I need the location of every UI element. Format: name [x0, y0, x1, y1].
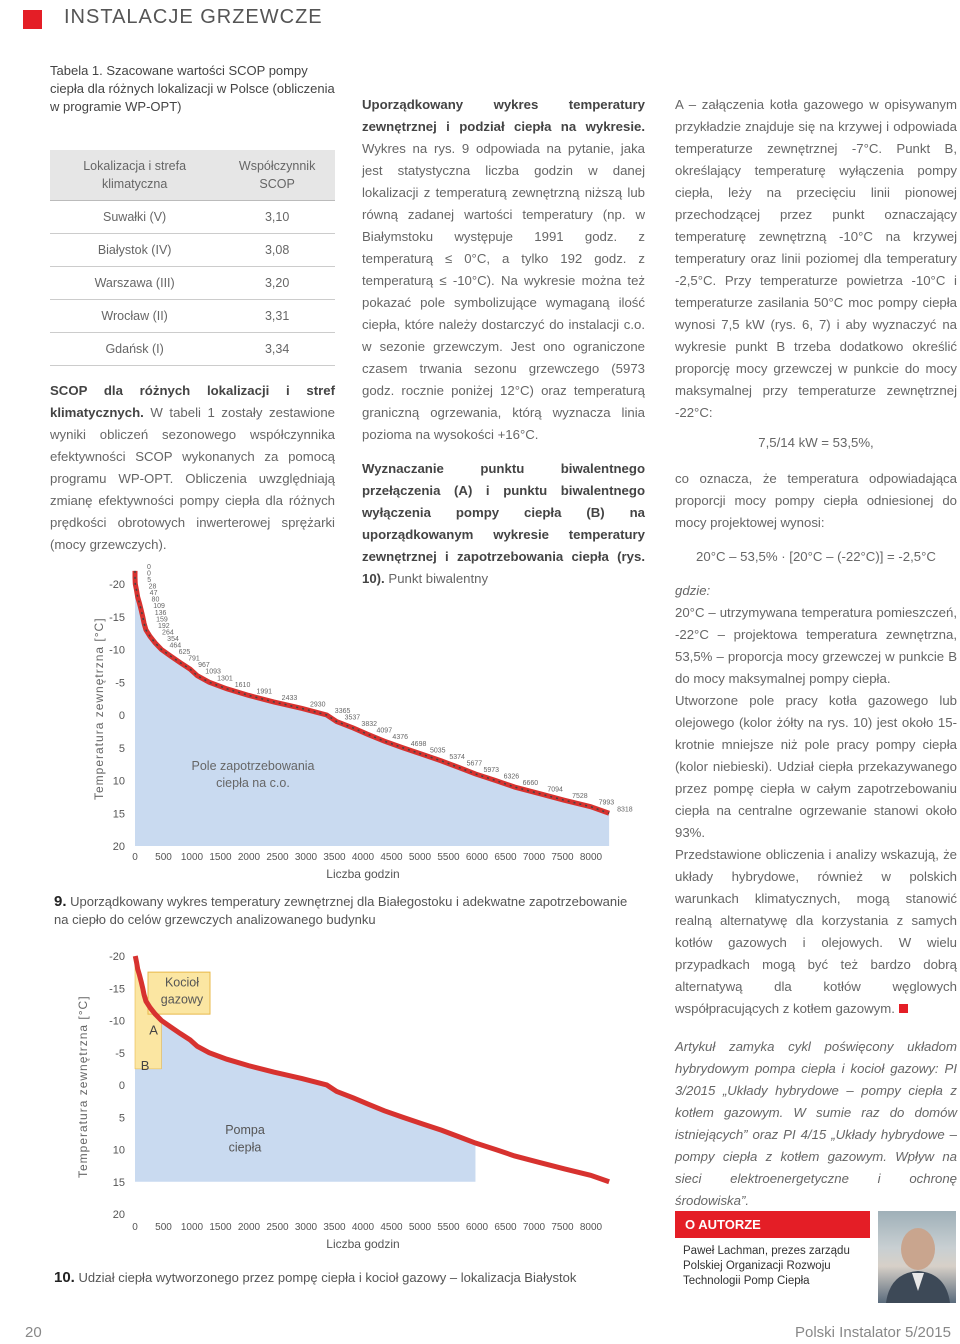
x-tick-label: 4500 — [380, 852, 403, 863]
x-tick-label: 7000 — [522, 852, 546, 863]
x-tick-label: 0 — [132, 1222, 138, 1233]
chart10-ylabel: Temperatura zewnętrzna [°C] — [76, 995, 90, 1178]
table-cell-scop: 3,20 — [219, 267, 335, 300]
data-label: 967 — [198, 662, 210, 670]
x-tick-label: 6500 — [494, 1222, 517, 1233]
section-marker — [23, 10, 42, 29]
data-label: 1093 — [205, 668, 221, 676]
x-tick-label: 4000 — [351, 852, 375, 863]
x-axis-label: Liczba godzin — [326, 1237, 400, 1251]
table1-caption: Tabela 1. Szacowane wartości SCOP pompy ciepła dla różnych lokalizacji w Polsce (obliczenia w programie WP-OPT) — [50, 63, 335, 114]
x-tick-label: 8000 — [579, 1222, 603, 1233]
data-label: 1991 — [256, 688, 273, 696]
data-label: 6326 — [503, 773, 520, 781]
chart-10 — [0, 940, 640, 1260]
fig9-caption — [54, 893, 634, 929]
col3-paragraph-4: Utworzone pole pracy kotła gazowego lub olejowego (kolor żółty na rys. 10) jest około 15-krotnie mniejsze niż pole pracy pompy ciepła (kolor niebieski). Udział ciepła przekazywanego przez pompę ciepła w całym zapotrzebowaniu ciepła na centralne ogrzewanie stanowi około 93%. — [675, 693, 957, 840]
y-tick-label: -10 — [109, 644, 125, 657]
data-label: 2433 — [281, 694, 298, 702]
data-label: 0 — [147, 563, 151, 571]
data-label: 1610 — [234, 681, 251, 689]
fig10-caption — [54, 1269, 634, 1287]
table-row — [50, 201, 335, 234]
data-label: 354 — [167, 635, 179, 643]
data-label: 7993 — [598, 799, 615, 807]
formula-2: 20°C – 53,5% · [20°C – (-22°C)] = -2,5°C — [696, 549, 936, 564]
table-cell-location: Białystok (IV) — [50, 234, 219, 267]
x-tick-label: 2000 — [237, 1222, 261, 1233]
author-text: Paweł Lachman, prezes zarządu Polskiej Organizacji Rozwoju Technologii Pomp Ciepła — [683, 1245, 850, 1287]
col3-paragraph-1: A – załączenia kotła gazowego w opisywanym przykładzie znajduje się na krzywej i odpowiada temperaturze zewnętrznej -7°C. Punkt B, określający temperaturę wyłączenia pompy ciepła, leży na przecięciu linii pionowej przechodzącej przez punkt oznaczający temperaturę zewnętrzną -10°C na krzywej temperatury oraz linii poziomej dla temperatury -2,5°C. Przy temperaturze powietrza -10°C i temperaturze zasilania 50°C moc pompy ciepła wynosi 7,5 kW (rys. 6, 7) i aby wyznaczyć na wykresie punkt B trzeba dodatkowo określić proporcję mocy grzewczej w punkcie do mocy maksymalnej przy temperaturze zewnętrznej -22°C: — [675, 97, 957, 420]
y-tick-label: -5 — [115, 677, 125, 690]
data-label: 8318 — [617, 806, 633, 814]
data-label: 2930 — [310, 701, 326, 709]
article-note: Artykuł zamyka cykl poświęcony układom hybrydowym pompa ciepła i kocioł gazowy: PI 3/2015 „Układy hybrydowe – pompy ciepła z kotłem gazowym. W sumie raz do domów istniejących” oraz PI 4/15 „Układy hybrydowe – pompy ciepła z kotłem gazowym. Wpływ na sieci elektroenergetyczne i ochronę środowiska”. — [675, 1039, 957, 1208]
y-tick-label: 5 — [118, 1112, 125, 1125]
x-tick-label: 4500 — [380, 1222, 403, 1233]
table-row — [50, 267, 335, 300]
column-2-text — [362, 94, 645, 590]
data-label: 791 — [188, 655, 200, 663]
data-label: 47 — [149, 590, 158, 598]
y-tick-label: 15 — [112, 808, 125, 821]
y-tick-label: -5 — [115, 1047, 125, 1060]
author-silhouette-icon — [878, 1211, 956, 1303]
fig9-caption-text: Uporządkowany wykres temperatury zewnętrznej dla Białegostoku i adekwatne zapotrzebowanie na ciepło do celów grzewczych analizowanego budynku — [54, 894, 628, 927]
x-tick-label: 1000 — [180, 852, 204, 863]
magazine-name: Polski Instalator 5/2015 — [795, 1324, 951, 1341]
table-cell-scop: 3,34 — [219, 333, 335, 366]
table-row — [50, 333, 335, 366]
data-label: 4376 — [392, 734, 409, 742]
data-label: 3832 — [361, 721, 378, 729]
x-tick-label: 2000 — [237, 852, 261, 863]
chart9-ylabel: Temperatura zewnętrzna [°C] — [92, 617, 106, 800]
gdzie-label: gdzie: — [675, 583, 711, 598]
data-label: 464 — [169, 642, 182, 650]
x-tick-label: 2500 — [266, 1222, 289, 1233]
y-tick-label: 5 — [118, 742, 125, 755]
x-tick-label: 6000 — [465, 1222, 489, 1233]
column-1-text — [50, 380, 335, 556]
x-tick-label: 5500 — [437, 852, 460, 863]
data-label: 4097 — [376, 727, 393, 735]
y-tick-label: 10 — [112, 1144, 125, 1157]
y-tick-label: -15 — [109, 611, 125, 624]
x-tick-label: 7500 — [551, 852, 574, 863]
area-label: ciepła na c.o. — [216, 776, 290, 790]
y-tick-label: -10 — [109, 1015, 125, 1028]
data-label: 625 — [178, 649, 191, 657]
y-tick-label: 15 — [112, 1176, 125, 1189]
col3-paragraph-5: Przedstawione obliczenia i analizy wskazują, że układy hybrydowe, również w polskich warunkach klimatycznych, mogą stanowić realną alternatywę dla korzystania z samych kotłów gazowych i olejowych. W wielu przypadkach mogą być też bardzo dobrą alternatywą dla kotłów węglowych współpracujących z kotłem gazowym. — [675, 847, 957, 1016]
x-tick-label: 6000 — [465, 852, 489, 863]
x-tick-label: 500 — [155, 1222, 172, 1233]
x-tick-label: 7000 — [522, 1222, 546, 1233]
data-label: 5677 — [466, 760, 483, 768]
table-cell-scop: 3,31 — [219, 300, 335, 333]
table-cell-location: Gdańsk (I) — [50, 333, 219, 366]
heat-demand-area — [135, 571, 609, 846]
data-label: 159 — [156, 616, 168, 624]
data-label: 192 — [157, 622, 170, 630]
x-tick-label: 1500 — [209, 1222, 232, 1233]
point-b-label: B — [140, 1058, 150, 1074]
table-row — [50, 300, 335, 333]
col3-paragraph-3: 20°C – utrzymywana temperatura pomieszczeń, -22°C – projektowa temperatura zewnętrzna, 53,5% – proporcja mocy grzewczej w punkcie B do mocy maksymalnej pompy ciepła. — [675, 605, 957, 686]
table-header-scop: Współczynnik SCOP — [219, 150, 335, 201]
pump-label: Pompa — [225, 1123, 265, 1138]
x-tick-label: 2500 — [266, 852, 289, 863]
table-cell-scop: 3,10 — [219, 201, 335, 234]
data-label: 80 — [151, 596, 160, 604]
x-tick-label: 1000 — [180, 1222, 204, 1233]
col2-paragraph-2: Punkt biwalentny — [384, 571, 489, 586]
x-tick-label: 6500 — [494, 852, 517, 863]
col1-paragraph: W tabeli 1 zostały zestawione wyniki obliczeń sezonowego współczynnika efektywności SCOP wykonanych za pomocą programu WP-OPT. Obliczenia uwzględniają zmianę efektywności pompy ciepła dla różnych prędkości obrotowych inwerterowej sprężarki (mocy grzewczych). — [50, 405, 335, 552]
table-row — [50, 234, 335, 267]
x-tick-label: 0 — [132, 852, 138, 863]
x-tick-label: 3500 — [323, 852, 346, 863]
end-marker — [899, 1004, 908, 1013]
x-tick-label: 8000 — [579, 852, 603, 863]
area-label: Pole zapotrzebowania — [191, 759, 315, 773]
data-label: 5035 — [429, 747, 446, 755]
data-label: 3537 — [344, 714, 361, 722]
column-3-text — [675, 94, 957, 1212]
x-tick-label: 3500 — [323, 1222, 346, 1233]
x-tick-label: 3000 — [294, 1222, 318, 1233]
col1-heading: SCOP dla różnych lokalizacji i stref klimatycznych. — [50, 383, 335, 420]
data-label: 109 — [153, 603, 165, 611]
page-number: 20 — [25, 1324, 42, 1341]
y-tick-label: 10 — [112, 775, 125, 788]
table-cell-location: Warszawa (III) — [50, 267, 219, 300]
data-label: 6660 — [522, 780, 539, 788]
y-tick-label: 0 — [118, 710, 125, 722]
x-tick-label: 4000 — [351, 1222, 375, 1233]
fig9-number: 9. — [54, 893, 67, 910]
data-label: 28 — [148, 583, 157, 591]
boiler-label: Kocioł — [164, 975, 200, 990]
x-tick-label: 5000 — [408, 1222, 432, 1233]
data-label: 7528 — [572, 793, 588, 801]
author-box-title: O AUTORZE — [675, 1211, 870, 1238]
scop-table — [50, 150, 335, 366]
data-label: 4698 — [410, 740, 427, 748]
table-cell-scop: 3,08 — [219, 234, 335, 267]
y-tick-label: 20 — [112, 1209, 125, 1221]
x-axis-label: Liczba godzin — [326, 867, 400, 881]
data-label: 5 — [147, 577, 152, 584]
data-label: 136 — [154, 609, 167, 617]
fig10-number: 10. — [54, 1269, 75, 1286]
y-tick-label: -20 — [109, 951, 125, 963]
col3-paragraph-2: co oznacza, że temperatura odpowiadająca proporcji mocy pompy ciepła odniesionej do mocy projektowej wynosi: — [675, 471, 957, 530]
data-label: 0 — [147, 570, 151, 578]
formula-1: 7,5/14 kW = 53,5%, — [758, 435, 874, 450]
table-header-location: Lokalizacja i strefa klimatyczna — [50, 150, 219, 201]
point-a-label: A — [149, 1022, 158, 1038]
col2-paragraph-1: Wykres na rys. 9 odpowiada na pytanie, jaka jest statystyczna liczba godzin w danej lokalizacji z temperaturą zewnętrzną niższą lub równą zadanej wartości temperatury (np. w Białymstoku występuje 1991 godz. z temperaturą ≤ 0°C, a tylko 192 godz. z temperaturą ≤ -10°C). Na wykresie można też pokazać pole symbolizujące wymaganą ilość ciepła, które należy dostarczyć do instalacji c.o. w sezonie grzewczym. Jest ono ograniczone czasem trwania sezonu grzewczego (5973 godz. rocznie poniżej 12°C) oraz temperaturą graniczną ogrzewania, którą wyznacza linia pozioma na wysokości +16°C. — [362, 141, 645, 442]
data-label: 5973 — [483, 766, 500, 774]
x-tick-label: 500 — [155, 852, 172, 863]
data-label: 1301 — [217, 675, 233, 683]
boiler-label: gazowy — [160, 992, 204, 1007]
pump-label: ciepła — [228, 1140, 262, 1155]
y-tick-label: -15 — [109, 983, 125, 996]
data-label: 5374 — [449, 753, 465, 761]
section-title: INSTALACJE GRZEWCZE — [64, 6, 323, 28]
fig10-caption-text: Udział ciepła wytworzonego przez pompę ciepła i kocioł gazowy – lokalizacja Białystok — [74, 1270, 577, 1285]
col2-heading-2: Wyznaczanie punktu biwalentnego przełączenia (A) i punktu biwalentnego wyłączenia pompy ciepła (B) na uporządkowanym wykresie temperatury zewnętrznej i zapotrzebowania ciepła (rys. 10). — [362, 461, 645, 586]
col2-heading-1: Uporządkowany wykres temperatury zewnętrznej i podział ciepła na wykresie. — [362, 97, 645, 134]
x-tick-label: 3000 — [294, 852, 318, 863]
y-tick-label: -20 — [109, 579, 125, 591]
author-photo — [878, 1211, 956, 1303]
data-label: 7094 — [547, 786, 563, 794]
table-cell-location: Suwałki (V) — [50, 201, 219, 234]
x-tick-label: 5000 — [408, 852, 432, 863]
data-label: 264 — [162, 629, 174, 637]
y-tick-label: 20 — [112, 841, 125, 853]
x-tick-label: 7500 — [551, 1222, 574, 1233]
data-label: 3365 — [334, 708, 351, 715]
x-tick-label: 5500 — [437, 1222, 460, 1233]
table-cell-location: Wrocław (II) — [50, 300, 219, 333]
x-tick-label: 1500 — [209, 852, 232, 863]
y-tick-label: 0 — [118, 1080, 125, 1092]
